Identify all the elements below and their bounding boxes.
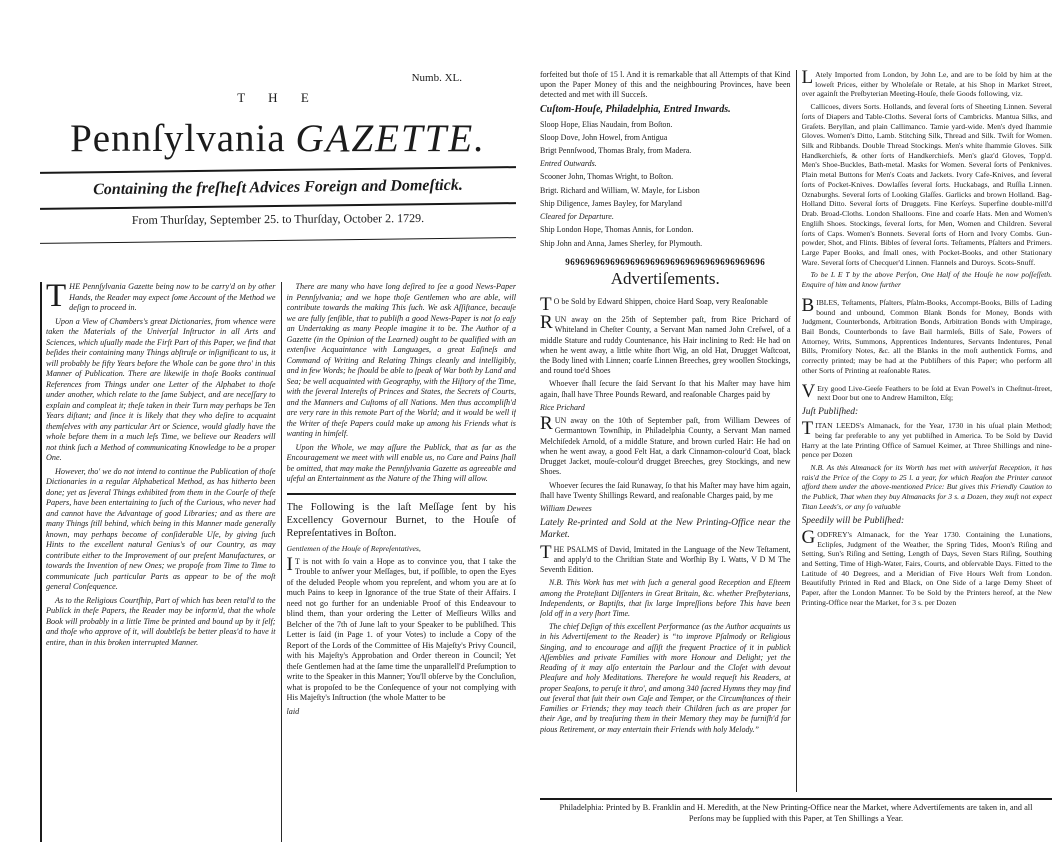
just-published-heading: Juſt Publiſhed:: [801, 407, 859, 417]
ship-entry: Ship Diligence, James Bayley, for Maryland: [540, 198, 682, 208]
ad-titan-leeds: TITAN LEEDS's Almanack, for the Year, 1730 in his uſual plain Method; being far preferable to any yet publiſhed in America. To be Sold by David Harry at the late Printing Office of Samuel Keimer, at Three Shillings and nine-pence per Dozen: [801, 418, 1052, 460]
ship-entry: Ship John and Anna, James Sherley, for Plymouth.: [540, 238, 703, 248]
catchword: laid: [286, 706, 300, 716]
ad-runaway-prichard-reward: Whoever ſhall ſecure the ſaid Servant ſo that his Maſter may have him again, ſhall have Three Pounds Reward, and reaſonable Charges paid by: [540, 379, 791, 399]
cleared-heading: Cleared for Departure.: [540, 212, 614, 222]
drop-cap: I: [286, 553, 293, 575]
column-divider-rule: [281, 282, 282, 842]
page1-column-2: [287, 282, 517, 842]
masthead-title: [40, 116, 516, 161]
column-divider-rule: [796, 70, 797, 792]
editorial-paragraph-1: THE Pennſylvania Gazette being now to be carry'd on by other Hands, the Reader may expect ſome Account of the Method we deſign to proceed in.: [46, 282, 276, 314]
page2-column-1: [540, 70, 791, 792]
psalms-nota-bene: N.B. This Work has met with ſuch a general good Reception and Eſteem among the Proteſtant Diſſenters in Great Britain, &c. whether Preſbyterians, Independents, or Baptiſts, that ſix large Impreſſions before This have been ſold off in a very ſhort Time.: [540, 578, 791, 619]
leeds-nota-bene: N.B. As this Almanack for its Worth has met with univerſal Reception, it has rais'd the Price of the Copy to 25 l. a year, for which Reaſon the Printer cannot afford them under the above-mentioned Price: But gives this Friendly Caution to the Publick, That when they buy Almanacks for 3 s. a Dozen, they muſt not expect Titan Leeds's, or any ſo valuable: [801, 463, 1052, 511]
masthead-title-italic: GAZETTE.: [295, 117, 486, 160]
ship-entry: Ship London Hope, Thomas Annis, for London.: [540, 225, 694, 235]
ad-initial: G: [801, 526, 816, 548]
ad-runaway-dewees-reward: Whoever ſecures the ſaid Runaway, ſo that his Maſter may have him again, ſhall have Twenty Shillings Reward, and reaſonable Charges paid, by me: [540, 480, 791, 500]
masthead-title-roman: Pennſylvania: [70, 117, 286, 160]
ad-signature: William Dewees: [540, 504, 592, 514]
governor-message-heading: The Following is the laſt Meſſage ſent by his Excellency Governour Burnet, to the Houſe of Repreſentatives in Boſton.: [286, 501, 516, 540]
speedily-published-heading: Speedily will be Publiſhed:: [801, 515, 905, 526]
page2-column-2: [802, 70, 1053, 792]
psalms-quote: The chief Deſign of this excellent Performance (as the Author acquaints us in his Advertiſement to the Reader) is “to improve Pſalmody or Religious Singing, and to encourage and aſſiſt the frequent Practice of it in publick Aſſemblies and private Families with more Honour and Delight; yet the Reading of it may alſo entertain the Parlour and the Cloſet with devout Pleaſure and holy Meditations. Therefore he would requeſt his Readers, at proper Seaſons, to peruſe it thro', and among 340 ſacred Hymns they may find out ſeveral that ſuit their own Caſe and Temper, or the Circumſtances of their Families or Friends; they may teach their Children ſuch as are proper for their Age, and by treaſuring them in their Memory they may be furniſh'd for pious Retirement, or may entertain their Friends with holy Melody.”: [540, 622, 791, 734]
masthead: [40, 62, 516, 282]
ad-signature: Rice Prichard: [540, 402, 585, 412]
ad-feathers: V Ery good Live-Geeſe Feathers to be ſold at Evan Powel's in Cheſtnut-ſtreet, next Door but one to Andrew Hamilton, Eſq;: [801, 380, 1052, 403]
ad-initial: B: [801, 294, 815, 316]
ad-runaway-dewees: RUN away on the 10th of September paſt, from William Dewees of Germantown Townſhip, in Philadelphia County, a Servant Man named Melchiſedek Arnold, of a middle Stature, and brown curled Hair: He had on when he went away, a good Felt Hat, a dark Cinnamon-colour'd Coat, black Drugget Jacket, mouſe-colour'd drugget Breeches, grey Stockings, and new Shoes.: [540, 413, 791, 477]
printer-ornament-row: 9696969696969696969696969696969696969696: [565, 256, 766, 267]
section-rule: [287, 493, 517, 495]
right-page: [540, 62, 1052, 847]
ad-initial: R: [540, 413, 553, 435]
letter-salutation: Gentlemen of the Houſe of Repreſentatives,: [286, 543, 421, 553]
governor-letter: I T is not with ſo vain a Hope as to convince you, that I take the Trouble to anſwer your Meſſages, but, if poſſible, to open the Eyes of the deluded People whom you repreſent, and whom you are at ſo much Pains to keep in Ignorance of the true State of their Affairs. I need not go further for an undeniable Proof of this Endeavour to blind them, than your ordering the Letter of Meſſieurs Wilks and Belcher of the 7th of June laſt to your Speaker to be publiſhed. This Letter is ſaid (in Page 1. of your Votes) to include a Copy of the Report of the Lords of the Committee of His Majeſty's Privy Council, with his Majeſty's Approbation and Order thereon in Council; Yet theſe Gentlemen had at the ſame time the unparallell'd Preſumption to write to the Speaker in this Manner; You'll obſerve by the Concluſion, what is propoſed to be the Conſequence of your not complying with His Majeſty's Inſtruction (the whole Matter to be: [286, 553, 516, 703]
masthead-rule: [40, 166, 516, 174]
imprint-section: [540, 798, 1052, 825]
ad-initial: R: [540, 312, 553, 334]
page1-column-1: [46, 282, 276, 842]
editorial-paragraph-4: As to the Religious Courtſhip, Part of which has been retal'd to the Publick in theſe Papers, the Reader may be inform'd, that the whole Book will probably in a little Time be printed and bound up by it ſelf; and thoſe who approve of it, will doubtleſs be better pleas'd to have it entire, than in this broken interrupted Manner.: [46, 595, 276, 647]
ad-hard-soap: T O be Sold by Edward Shippen, choice Hard Soap, very Reaſonable: [540, 293, 768, 315]
ship-entry: Sloop Hope, Elias Naudain, from Boſton.: [540, 119, 673, 129]
ad-initial: L: [801, 70, 814, 88]
masthead-rule: [40, 237, 516, 244]
ship-entry: Brigt Pennſwood, Thomas Braly, from Madera.: [540, 145, 692, 155]
drop-cap: T: [46, 282, 67, 314]
imported-goods-list: Callicoes, divers Sorts. Hollands, and ſeveral ſorts of Sheeting Linnen. Several ſorts of Diapers and Table-Cloths. Several ſorts of Cambricks. Mantua Silks, and Graſets. Beryllan, and plain Callimanco. Tamie yard-wide. Men's dyed ſhammie Gloves. Women's Ditto, Lamb. Stitching Silk, Thread and Silk. Twiſt for Women. Silk and Ribbands. Double Thread Stockings. Men's white ſhammie Gloves. Silk Handkerchiefs, & other ſorts of Handkerchiefs. Men's glaz'd Gloves, Topp'd. Men's Shoe-Buckles, Bath-metal. Masks for Women. Several ſorts of Penknives. Plain metal Buttons for Men's Coats and Jackets. Ivory Cafe-Knives, and ſeveral ſorts of Pocket-Knives. Dowlaſſes ſeveral ſorts. Huckabags, and Ruſſia Linnen. Oznaburghs. Several ſorts of Looking Glaſſes. Garlicks and brown Holland. Bag-Holland Ditto. Several ſorts of Druggets. Fine Kerſeys. Superfine double-mill'd Drab. Broad-Cloths. London Shalloons. Fine and coarſe Hats. Men and Women's Engliſh Shoes. Stockings, ſeveral ſorts, for Men, Women and Children. Several ſorts of Caps. Women's Bonnets. Several ſorts of Horn and Ivory Combs. Gun-powder, Shot, and Flints. Bibles of ſeveral ſorts. Teſtaments, Pſalters and Primers. Large Paper Books, and ſmall ones, with Pocket-Books, and other Stationary Ware. Several ſorts of Checquer'd Linnen. Flannels and Duroys. Scots-Snuff.: [801, 102, 1052, 267]
masthead-subtitle: Containing the freſheſt Advices Foreign and Domeſtick.: [93, 176, 463, 199]
masthead-dateline: From Thurſday, September 25. to Thurſday, October 2. 1729.: [131, 210, 425, 228]
ad-initial: T: [540, 293, 552, 315]
advertisements-heading: Advertiſements.: [610, 268, 720, 288]
ad-initial: T: [801, 418, 814, 440]
editorial-paragraph-5: There are many who have long deſired to ſee a good News-Paper in Pennſylvania; and we hope thoſe Gentlemen who are able, will contribute towards the making This ſuch. We ask Aſſiſtance, becauſe we are fully ſenſible, that to publiſh a good News-Paper is not ſo eaſy an Undertaking as many People imagine it to be. The Author of a Gazette (in the Opinion of the Learned) ought to be qualified with an extenſive Acquaintance with Languages, a great Eaſineſs and Command of Writing and Relating Things cleanly and intelligibly, and in few Words; he ſhould be able to ſpeak of War both by Land and Sea; be well acquainted with Geography, with the Hiſtory of the Time, with the ſeveral Intereſts of Princes and States, the Secrets of Courts, and the Manners and Cuſtoms of all Nations. Men thus accompliſh'd are very rare in this remote Part of the World; and it would be well if the Writer of theſe Papers could make up among his Friends what is wanting in himſelf.: [286, 282, 516, 438]
to-let-notice: To be L E T by the above Perſon, One Half of the Houſe he now poſſeſſeth. Enquire of him and know further: [801, 270, 1052, 290]
ad-initial: V: [801, 380, 816, 402]
editorial-paragraph-6: Upon the Whole, we may aſſure the Publick, that as far as the Encouragement we meet with will enable us, no Care and Pains ſhall be omitted, that may make the Pennſylvania Gazette as agreeable and uſeful an Entertainment as the Nature of the Thing will allow.: [286, 442, 516, 483]
entred-outwards-heading: Entred Outwards.: [540, 159, 597, 169]
page2-columns: [540, 62, 1052, 792]
masthead-the: T H E: [237, 90, 319, 105]
ship-entry: Brigt. Richard and William, W. Mayle, for Lisbon: [540, 185, 700, 195]
editorial-paragraph-3: However, tho' we do not intend to continue the Publication of thoſe Dictionaries in a regular Alphabetical Method, as has hitherto been done; yet as ſeveral Things exhibited from them in the Courſe of theſe Papers, have been entertaining to ſuch of the Curious, who never had and cannot have the Advantage of good Libraries; and as there are many Things ſtill behind, which being in this Manner made generally known, may perhaps become of conſiderable Uſe, by giving ſuch Hints to the excellent natural Genius's of our Country, as may contribute either to the Improvement of our preſent Manufactures, or towards the Invention of new Ones; we propoſe from Time to Time to communicate ſuch particular Parts as appear to be of the moſt general Conſequence.: [46, 466, 276, 591]
page1-columns: [40, 282, 516, 842]
printer-imprint: Philadelphia: Printed by B. Franklin and H. Meredith, at the New Printing-Office near the Market, where Advertiſements are taken in, and all Perſons may be ſupplied with this Paper, at Ten Shillings a Year.: [559, 803, 1033, 823]
ship-entry: Sloop Dove, John Howel, from Antigua: [540, 132, 668, 142]
ad-psalms: THE PSALMS of David, Imitated in the Language of the New Teſtament, and apply'd to the Chriſtian State and Worſhip By I. Watts, V D M The Seventh Edition.: [540, 541, 791, 575]
psalms-ad-heading: Lately Re-printed and Sold at the New Printing-Office near the Market.: [540, 518, 791, 541]
news-paragraph: forfeited but thoſe of 15 l. And it is remarkable that all Attempts of that Kind upon the Paper Money of this and the neighbouring Provinces, have been detected and met with ill Succeſs.: [540, 70, 791, 100]
ad-blank-forms: BIBLES, Teſtaments, Pſalters, Pſalm-Books, Accompt-Books, Bills of Lading bound and unbound, Common Blank Bonds for Money, Bonds with Judgment, Counterbonds, Arbitration Bonds, Arbitration Bonds with Umpirage, Bail Bonds, Counterbonds to ſave Bail harmleſs, Bills of Sale, Powers of Attorney, Writs, Summons, Apprentices Indentures, Servants Indentures, Penal Bills, Promiſory Notes, &c. all the Blanks in the moſt authentick Forms, and correctly printed; may be had at the Publiſhers of this Paper; who perform all other Sorts of Printing at reaſonable Rates.: [801, 294, 1052, 375]
ad-runaway-prichard: RUN away on the 25th of September paſt, from Rice Prichard of Whiteland in Cheſter County, a Servant Man named John Creſwel, of a middle Stature and ruddy Countenance, his Hair inclining to Red: He had on when he went away, a little white ſhort Wig, an old Hat, Drugget Waſtcoat, the Body lined with Linnen; coarſe Linnen Breeches, grey woollen Stockings, and round toe'd Shoes: [540, 312, 791, 376]
ad-godfrey-almanack: GODFREY's Almanack, for the Year 1730. Containing the Lunations, Eclipſes, Judgment of the Weather, the Spring Tides, Moon's Riſing and Setting, Sun's Riſing and Setting, Length of Days, Seven Stars Riſing, Southing and Setting, Time of High-Water, Fairs, Courts, and obſervable Days. Fitted to the Latitude of 40 Degrees, and a Meridian of Five Hours Weſt from London. Beautifully Printed in Red and Black, on One Side of a large Demy Sheet of Paper, after the London Manner. To be Sold by the Printers hereof, at the New Printing-Office near the Market, for 3 s. per Dozen: [801, 526, 1052, 607]
left-page: [40, 62, 516, 847]
ad-imported-goods: L Ately Imported from London, by John Le, and are to be ſold by him at the loweſt Prices, either by Wholeſale or Retale, at his Shop in Market Street, over againſt the Preſbyterian Meeting-Houſe, theſe Goods following, viz.: [801, 70, 1052, 99]
ship-entry: Scooner John, Thomas Wright, to Boſton.: [540, 172, 674, 182]
editorial-paragraph-2: Upon a View of Chambers's great Dictionaries, from whence were taken the Materials of the Univerſal Inſtructor in all Arts and Sciences, which uſually made the Firſt Part of this Paper, we find that beſides their containing many Things abſtruſe or inſignificant to us, it will probably be fifty Years before the Whole can be gone thro' in this Manner of Publication. There are likewiſe in thoſe Books continual References from Things under one Letter of the Alphabet to thoſe under another, which relate to the ſame Subject, and are neceſſary to explain and compleat it; theſe taken in their Turn may perhaps be Ten Years diſtant; and ſince it is likely that they who deſire to acquaint themſelves with any particular Art or Science, would gladly have the whole before them in a much leſs Time, we believe our Readers will not think ſuch a Method of communicating Knowledge to be a proper One.: [46, 316, 276, 462]
issue-number: Numb. XL.: [411, 72, 462, 84]
custom-house-heading: Cuſtom-Houſe, Philadelphia, Entred Inwards.: [540, 103, 731, 115]
ad-initial: T: [540, 541, 552, 563]
